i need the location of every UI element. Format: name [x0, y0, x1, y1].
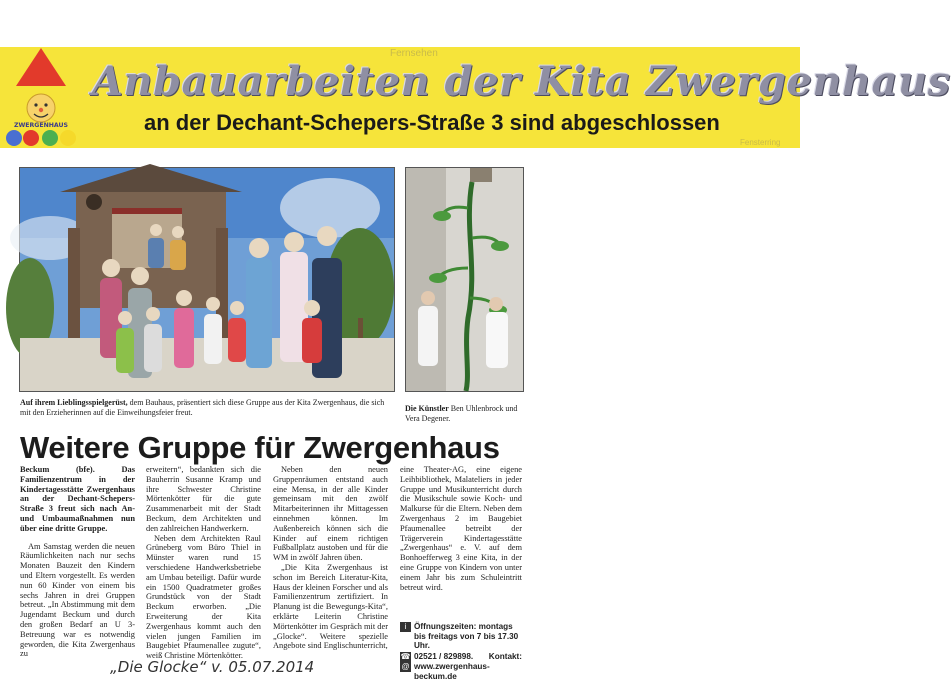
article-paragraph: „Die Kita Zwergenhaus ist schon im Bereich Literatur-Kita, Haus der kleinen Forscher und als Familienzentrum zertifiziert. In Planung ist die Bewegungs-Kita“, erklärte Leiterin Christine Mörtenkötter im Gespräch mit der „Glocke“. Weitere spezielle Angebote sind Englischunterricht,	[273, 562, 388, 651]
zwergenhaus-logo	[2, 44, 80, 148]
banner-title: Anbauarbeiten der Kita Zwergenhaus	[92, 58, 951, 105]
photo-caption-text: dem Bauhaus, präsentiert sich diese Gruppe aus der Kita Zwergenhaus, die sich mit den Erzieherinnen auf die Einweihungsfeier freut.	[20, 398, 385, 417]
hours-label: Öffnungszeiten:	[414, 622, 477, 631]
group-photo	[19, 167, 395, 392]
info-box	[400, 622, 522, 682]
article-column-3	[273, 465, 388, 651]
opening-hours: montags bis freitags von 7 bis 17.30 Uhr.	[414, 622, 519, 651]
bleed-through-text: Fernsehen	[390, 48, 438, 59]
artists-caption-bold: Die Künstler	[405, 404, 449, 413]
article-paragraph: erweitern“, bedankten sich die Bauherrin Susanne Kramp und ihre Schwester Christine Mörtenkötter für die gute Zusammenarbeit mit der Stadt Beckum, dem Architekten und den zahlreichen Handwerkern.	[146, 465, 261, 533]
artists-caption	[405, 404, 523, 424]
article-paragraph: Neben den neuen Gruppenräumen entstand auch eine Mensa, in der alle Kinder gemeinsam mit den zwölf Mitarbeiterinnen ihr Mittagessen einnehmen können. Im Außenbereich können sich die Kinder auf einem richtigen Fußballplatz austoben und für die WM in zwölf Jahren üben.	[273, 465, 388, 563]
phone-number: 02521 / 829898.	[414, 651, 474, 661]
article-column-4	[400, 465, 522, 592]
web-icon: @	[401, 662, 410, 672]
article-column-2	[146, 465, 261, 661]
article-headline: Weitere Gruppe für Zwergenhaus	[20, 430, 500, 465]
artists-photo	[405, 167, 524, 392]
article-paragraph: Am Samstag werden die neuen Räumlichkeiten nach nur sechs Monaten Bauzeit den Kindern und Eltern vorgestellt. Es werden nun 60 Kinder von einem bis sechs Jahren in drei Gruppen betreut. „In Abstimmung mit dem Jugendamt Beckum und durch den großen Bedarf an U 3-Betreuung war es notwendig geworden, die Kita Zwergenhaus zu	[20, 541, 135, 659]
photo-caption	[20, 398, 394, 418]
photo-caption-bold: Auf ihrem Lieblingsspielgerüst,	[20, 398, 128, 407]
bleed-through-text: Fensterring	[740, 138, 781, 147]
banner-subtitle: an der Dechant-Schepers-Straße 3 sind abgeschlossen	[144, 110, 720, 135]
phone-icon: ☎	[400, 651, 411, 661]
logo-text: ZWERGENHAUS	[13, 122, 69, 129]
article-lead: Beckum (bfe). Das Familienzentrum in der Kindertagesstätte Zwergenhaus an der Dechant-Schepers-Straße 3 freut sich nach An- und Umbaumaßnahmen nun über eine dritte Gruppe.	[20, 465, 135, 533]
info-icon: i	[400, 622, 411, 632]
contact-label: Kontakt:	[488, 651, 522, 661]
artists-caption-text: Ben Uhlenbrock und Vera Degener.	[405, 404, 518, 423]
source-signature: „Die Glocke“ v. 05.07.2014	[110, 658, 315, 676]
article-paragraph: eine Theater-AG, eine eigene Leihbibliothek, Malateliers in jeder Gruppe und Musikunterricht durch die Musikschule sowie Koch- und Malkurse für die Eltern. Neben dem Zwergenhaus 2 im Baugebiet Pfaumenallee betreibt der Trägerverein Kindertagesstätte „Zwergenhaus“ e. V. auf dem Bonhoefferweg 3 eine Kita, in der eine Gruppe von Kindern von unter einem Jahr bis zum Schuleintritt betreut wird.	[400, 465, 522, 592]
website: www.zwergenhaus-beckum.de	[414, 662, 490, 681]
article-paragraph: Neben dem Architekten Raul Grüneberg vom Büro Thiel in Münster waren rund 15 verschiedene Handwerksbetriebe am Umbau beteiligt. Dafür wurde ein 1500 Quadratmeter großes Grundstück von der Stadt Beckum erworben. „Die Erweiterung der Kita Zwergenhaus kommt auch den vielen jungen Familien im Baugebiet Pfaumenallee zugute“, weiß Christine Mörtenkötter.	[146, 533, 261, 661]
article-column-1	[20, 465, 135, 659]
